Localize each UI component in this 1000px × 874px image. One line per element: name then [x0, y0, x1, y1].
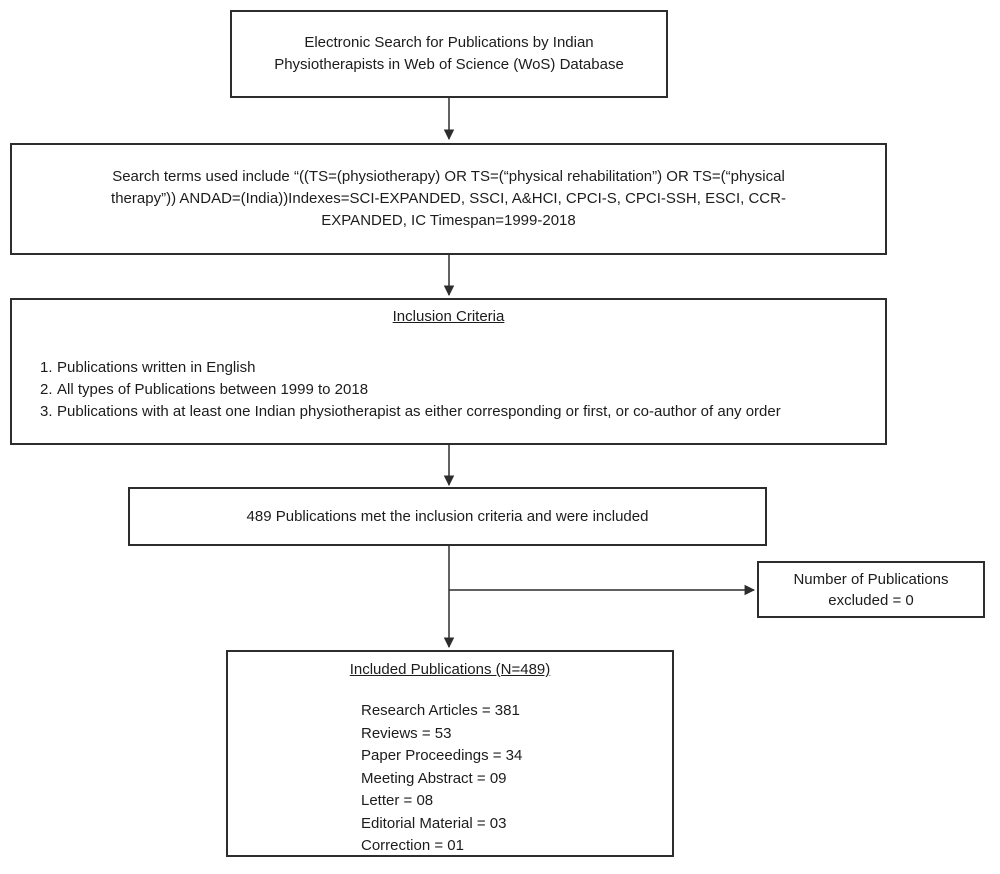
- publications-met-text: 489 Publications met the inclusion criteria and were included: [246, 507, 649, 525]
- included-publications-list: [361, 700, 672, 857]
- publication-type-count: Editorial Material = 03: [361, 814, 507, 832]
- electronic-search-line: Electronic Search for Publications by Indian: [304, 34, 594, 51]
- publication-type-count: Reviews = 53: [361, 724, 452, 742]
- criteria-item-text: All types of Publications between 1999 to 2018: [57, 381, 369, 398]
- search-terms-line: EXPANDED, IC Timespan=1999-2018: [321, 212, 576, 229]
- inclusion-criteria-item: [40, 379, 875, 401]
- search-terms-line: therapy”)) ANDAD=(India))Indexes=SCI-EXPANDED, SSCI, A&HCI, CPCI-S, CPCI-SSH, ESCI, CCR-: [111, 190, 786, 207]
- publication-type-count: Research Articles = 381: [361, 702, 520, 719]
- publications-met-box: [128, 487, 767, 546]
- publication-type-count: Letter = 08: [361, 792, 434, 809]
- criteria-item-text: Publications written in English: [57, 359, 256, 376]
- electronic-search-line: Physiotherapists in Web of Science (WoS) Database: [274, 56, 624, 73]
- included-publications-heading: Included Publications (N=489): [349, 661, 551, 678]
- publication-type-count: Correction = 01: [361, 837, 464, 854]
- publications-excluded-box: [757, 561, 985, 618]
- search-terms-line: Search terms used include “((TS=(physiotherapy) OR TS=(“physical rehabilitation”) OR TS=(“physical: [112, 168, 785, 185]
- inclusion-criteria-item: [40, 401, 875, 423]
- criteria-item-number: 3.: [40, 403, 53, 420]
- publication-type-count: Paper Proceedings = 34: [361, 747, 523, 764]
- search-terms-box: [10, 143, 887, 255]
- criteria-item-text: Publications with at least one Indian physiotherapist as either corresponding or first, or co-author of any order: [57, 403, 781, 420]
- electronic-search-box: [230, 10, 668, 98]
- inclusion-criteria-list: [12, 357, 885, 423]
- included-publications-box: [226, 650, 674, 857]
- criteria-item-number: 1.: [40, 359, 53, 376]
- criteria-item-number: 2.: [40, 381, 53, 398]
- inclusion-criteria-box: [10, 298, 887, 445]
- inclusion-criteria-heading: Inclusion Criteria: [392, 308, 505, 325]
- publication-type-count: Meeting Abstract = 09: [361, 769, 507, 787]
- publications-excluded-line: excluded = 0: [828, 591, 914, 609]
- publications-excluded-line: Number of Publications: [793, 570, 949, 588]
- inclusion-criteria-item: [40, 357, 875, 379]
